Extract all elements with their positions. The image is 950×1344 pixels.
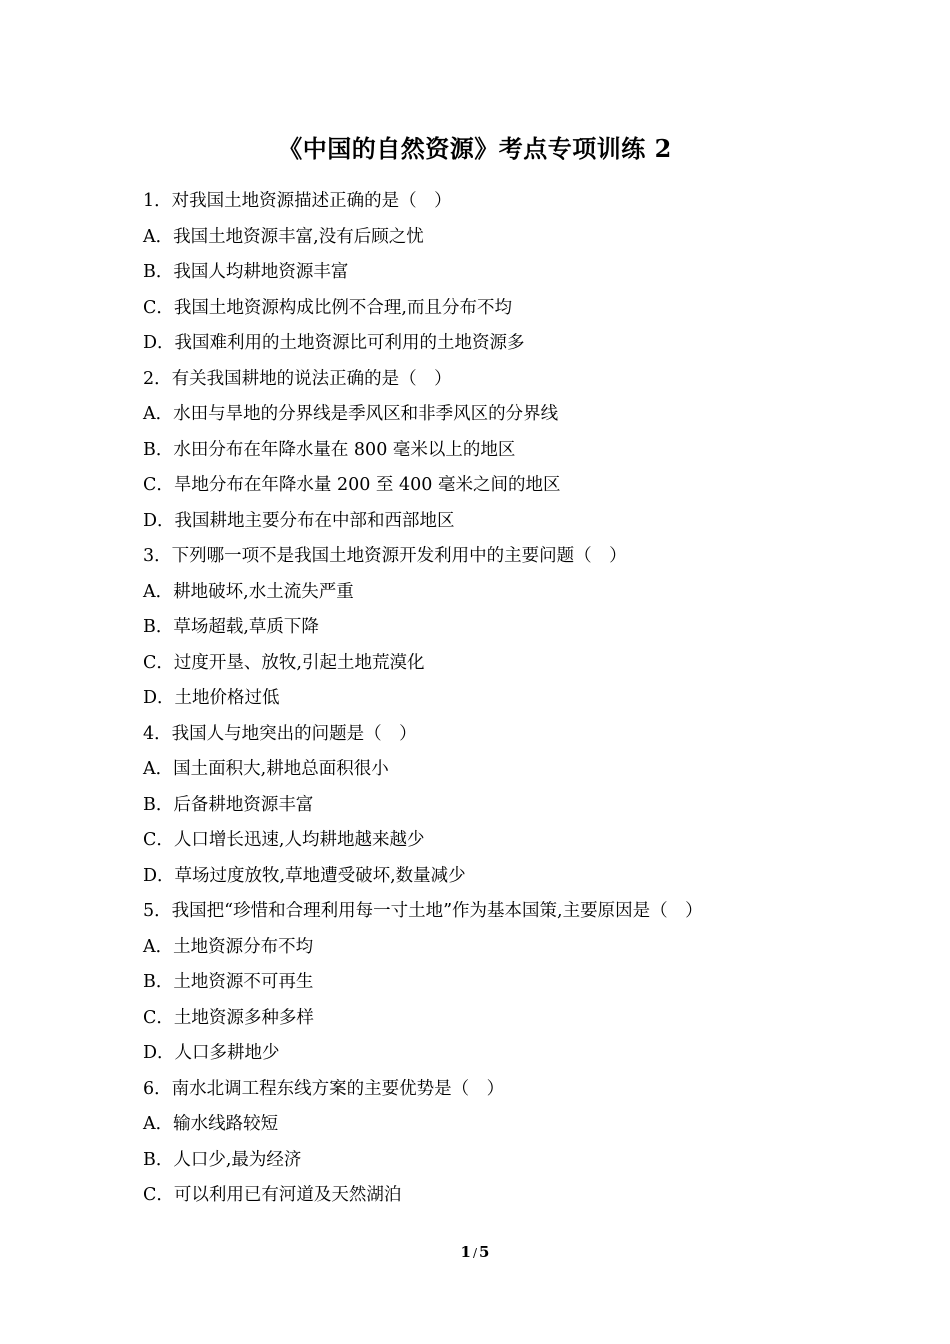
answer-option: C．旱地分布在年降水量 200 至 400 毫米之间的地区 — [143, 475, 561, 495]
answer-option: B．土地资源不可再生 — [143, 972, 314, 992]
answer-option: B．水田分布在年降水量在 800 毫米以上的地区 — [143, 439, 516, 460]
answer-option: D．人口多耕地少 — [143, 1043, 280, 1063]
answer-option: B．我国人均耕地资源丰富 — [143, 262, 349, 282]
page-separator: / — [472, 1246, 478, 1260]
question-stem: 2．有关我国耕地的说法正确的是（ ） — [143, 368, 452, 389]
answer-option: C．过度开垦、放牧,引起土地荒漠化 — [143, 652, 425, 673]
question-stem: 6．南水北调工程东线方案的主要优势是（ ） — [143, 1078, 505, 1099]
answer-option: C．我国土地资源构成比例不合理,而且分布不均 — [143, 297, 512, 318]
answer-option: B．草场超载,草质下降 — [143, 617, 319, 637]
answer-option: C．人口增长迅速,人均耕地越来越少 — [143, 830, 425, 850]
question-list — [143, 184, 843, 1214]
answer-option: B．人口少,最为经济 — [143, 1149, 302, 1170]
answer-option: D．草场过度放牧,草地遭受破坏,数量减少 — [143, 865, 466, 886]
document-title: 《中国的自然资源》考点专项训练 2 — [278, 134, 672, 163]
answer-option: D．土地价格过低 — [143, 688, 280, 708]
answer-option: C．土地资源多种多样 — [143, 1007, 314, 1028]
question-stem: 5．我国把“珍惜和合理利用每一寸土地”作为基本国策,主要原因是（ ） — [143, 901, 703, 921]
answer-option: D．我国耕地主要分布在中部和西部地区 — [143, 510, 455, 531]
answer-option: A．我国土地资源丰富,没有后顾之忧 — [143, 226, 424, 247]
answer-option: A．国土面积大,耕地总面积很小 — [143, 759, 389, 779]
page-number — [0, 1240, 950, 1265]
answer-option: A．水田与旱地的分界线是季风区和非季风区的分界线 — [143, 404, 559, 424]
current-page-number: 1 — [460, 1243, 471, 1261]
answer-option: A．耕地破坏,水土流失严重 — [143, 581, 354, 602]
answer-option: B．后备耕地资源丰富 — [143, 794, 314, 815]
answer-option: D．我国难利用的土地资源比可利用的土地资源多 — [143, 333, 525, 353]
question-stem: 3．下列哪一项不是我国土地资源开发利用中的主要问题（ ） — [143, 546, 627, 566]
question-stem: 4．我国人与地突出的问题是（ ） — [143, 723, 417, 744]
answer-option: A．土地资源分布不均 — [143, 936, 314, 957]
total-pages-number: 5 — [479, 1243, 490, 1261]
answer-option: A．输水线路较短 — [143, 1114, 279, 1134]
answer-option: C．可以利用已有河道及天然湖泊 — [143, 1185, 402, 1205]
question-stem: 1．对我国土地资源描述正确的是（ ） — [143, 191, 452, 211]
